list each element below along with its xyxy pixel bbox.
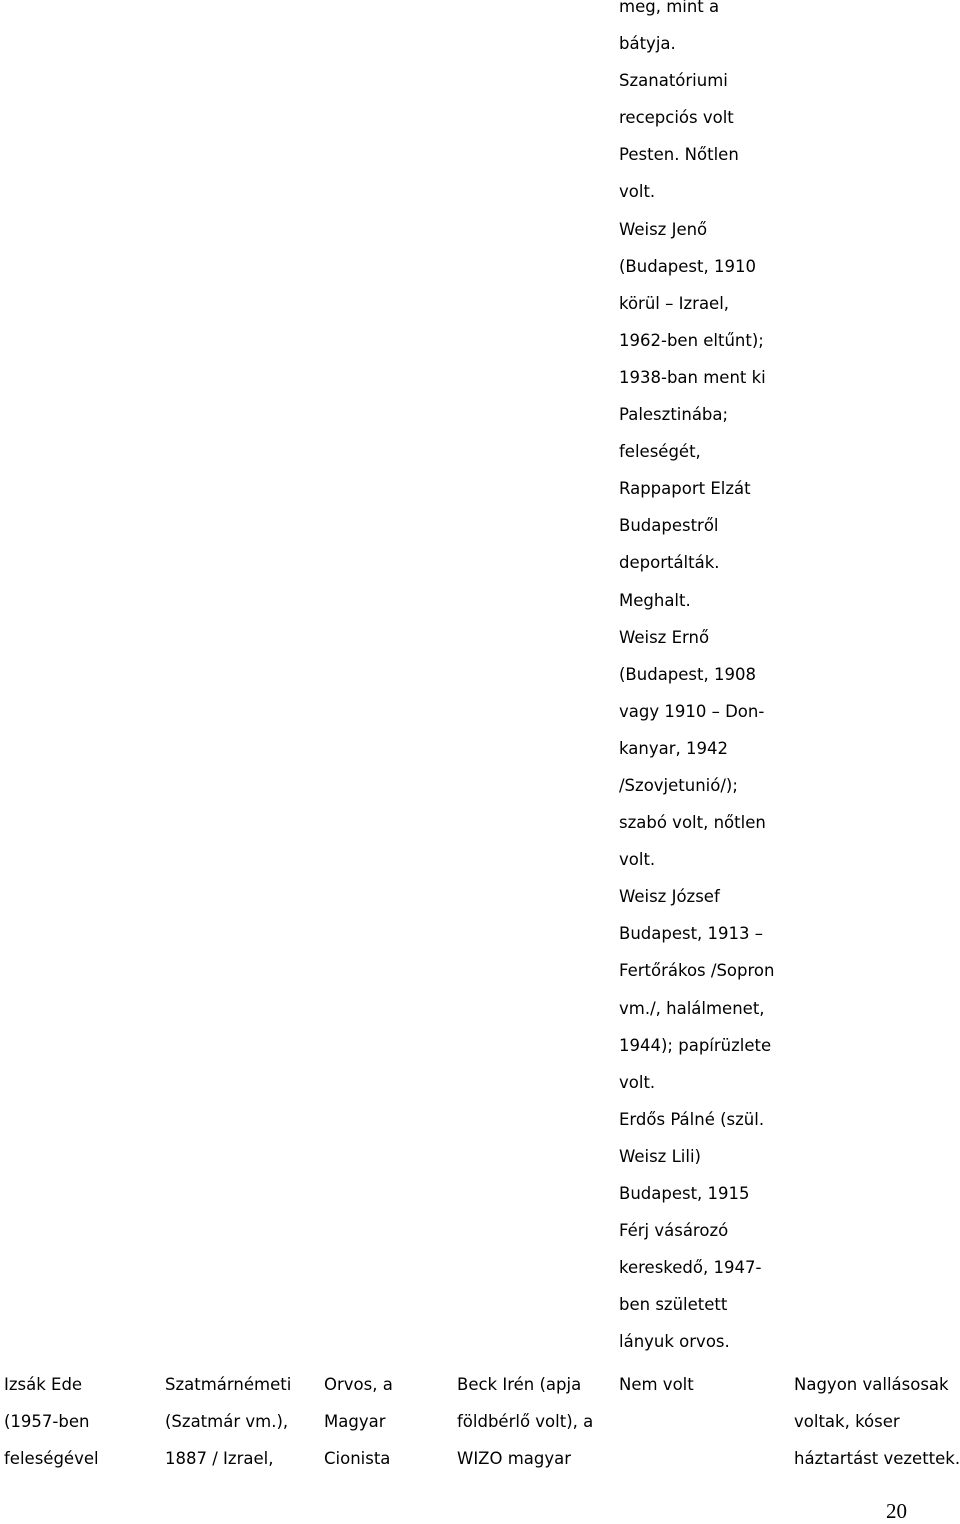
text-line: kanyar, 1942: [619, 738, 728, 758]
text-line: 1887 / Izrael,: [165, 1449, 274, 1469]
text-line: Beck Irén (apja: [457, 1375, 582, 1394]
table-cell-occupation: [324, 1375, 393, 1486]
text-line: Erdős Pálné (szül.: [619, 1109, 765, 1129]
text-line: Cionista: [324, 1449, 391, 1469]
text-line: WIZO magyar: [457, 1449, 572, 1469]
text-line: Fertőrákos /Sopron: [619, 961, 775, 981]
text-line: ben született: [619, 1295, 728, 1315]
text-line: volt.: [619, 182, 656, 202]
text-line: vagy 1910 – Don-: [619, 701, 765, 721]
text-line: Pesten. Nőtlen: [619, 145, 739, 165]
table-cell-religion: [794, 1375, 960, 1486]
text-line: 1962-ben eltűnt);: [619, 330, 764, 350]
table-cell-name: [4, 1375, 99, 1486]
text-line: Meghalt.: [619, 590, 691, 610]
text-line: szabó volt, nőtlen: [619, 813, 766, 833]
text-line: Rappaport Elzát: [619, 479, 751, 499]
text-line: bátyja.: [619, 34, 676, 54]
text-line: Weisz Jenő: [619, 219, 708, 239]
text-line: Szanatóriumi: [619, 71, 728, 91]
text-line: 1938-ban ment ki: [619, 367, 766, 387]
text-line: körül – Izrael,: [619, 293, 730, 313]
text-line: /Szovjetunió/);: [619, 775, 738, 795]
text-line: Budapest, 1913 –: [619, 924, 764, 944]
text-line: Izsák Ede: [4, 1375, 83, 1394]
text-line: Budapest, 1915: [619, 1184, 750, 1203]
table-cell-birthplace: [165, 1375, 291, 1486]
text-line: kereskedő, 1947-: [619, 1258, 762, 1278]
text-line: földbérlő volt), a: [457, 1412, 594, 1432]
text-line: Szatmárnémeti: [165, 1375, 292, 1394]
text-line: (Budapest, 1910: [619, 256, 756, 276]
table-cell-relatives: [619, 0, 799, 1369]
table-cell-spouse: [457, 1375, 593, 1486]
text-line: lányuk orvos.: [619, 1332, 730, 1352]
text-line: recepciós volt: [619, 108, 734, 128]
text-line: Magyar: [324, 1412, 386, 1432]
text-line: feleségét,: [619, 442, 701, 462]
text-line: (Szatmár vm.),: [165, 1412, 289, 1432]
text-line: volt.: [619, 1072, 656, 1092]
text-line: Férj vásározó: [619, 1221, 729, 1241]
text-line: Weisz József: [619, 887, 720, 907]
text-line: 1944); papírüzlete: [619, 1035, 772, 1055]
text-line: Nem volt: [619, 1375, 694, 1394]
text-line: Orvos, a: [324, 1375, 393, 1394]
text-line: Weisz Lili): [619, 1146, 701, 1166]
text-line: (1957-ben: [4, 1412, 90, 1432]
text-line: háztartást vezettek.: [794, 1449, 960, 1469]
text-line: meg, mint a: [619, 0, 720, 16]
text-line: voltak, kóser: [794, 1412, 900, 1432]
page-number: 20: [886, 1499, 907, 1523]
text-line: Nagyon vallásosak: [794, 1375, 949, 1394]
text-line: Palesztinába;: [619, 405, 729, 425]
text-line: feleségével: [4, 1449, 99, 1469]
text-line: deportálták.: [619, 553, 720, 573]
text-line: volt.: [619, 850, 656, 870]
text-line: Budapestről: [619, 516, 719, 536]
text-line: Weisz Ernő: [619, 627, 710, 647]
text-line: (Budapest, 1908: [619, 664, 756, 684]
text-line: vm./, halálmenet,: [619, 998, 765, 1018]
table-cell-siblings: [619, 1375, 694, 1412]
